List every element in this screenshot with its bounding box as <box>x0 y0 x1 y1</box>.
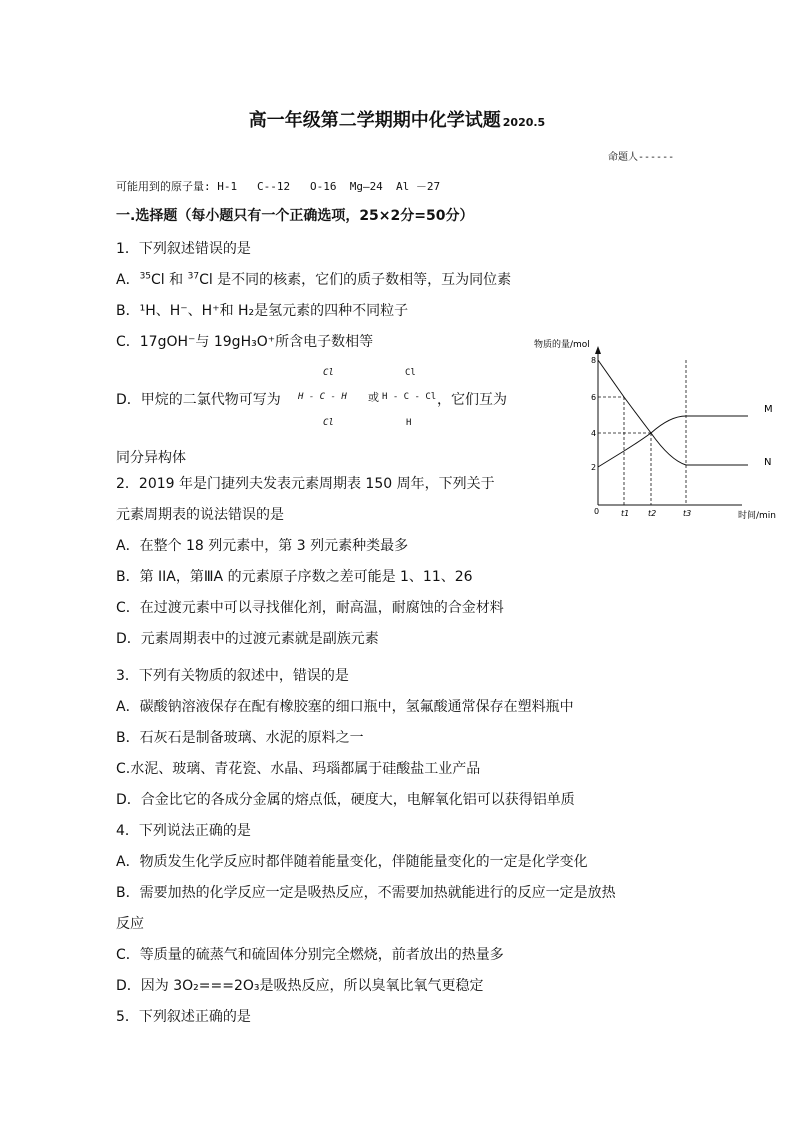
q2-option-c: C．在过渡元素中可以寻找催化剂，耐高温，耐腐蚀的合金材料 <box>116 600 504 616</box>
q5-stem: 5．下列叙述正确的是 <box>116 1009 251 1025</box>
exam-title-text: 高一年级第二学期期中化学试题 <box>248 110 501 131</box>
curve-n-label: N <box>764 457 772 468</box>
q2-option-d: D．元素周期表中的过渡元素就是副族元素 <box>116 631 379 647</box>
q2-option-a: A．在整个 18 列元素中，第 3 列元素种类最多 <box>116 538 409 554</box>
curve-m <box>598 416 748 467</box>
author-line: 命题人------ <box>608 152 675 163</box>
q1-a-rest: Cl 是不同的核素，它们的质子数相等，互为同位素 <box>199 272 512 288</box>
q3-option-b: B．石灰石是制备玻璃、水泥的原料之一 <box>116 730 364 746</box>
q1-option-d-prefix: D．甲烷的二氯代物可写为 <box>116 392 281 408</box>
q2-option-b: B．第 IIA，第ⅢA 的元素原子序数之差可能是 1、11、26 <box>116 569 473 585</box>
formula1-middle: H - C - H <box>298 392 347 402</box>
formula2-top: Cl <box>405 368 416 378</box>
amount-time-graph <box>530 330 780 525</box>
q1-option-d-or: 或 <box>368 391 379 404</box>
exam-date: 2020.5 <box>502 116 546 129</box>
q1-a-el1: Cl 和 <box>151 272 188 288</box>
q1-a-isotope1: 35 <box>139 271 152 282</box>
section-heading: 一.选择题（每小题只有一个正确选项，25×2分=50分） <box>116 208 474 224</box>
q1-stem: 1．下列叙述错误的是 <box>116 241 251 257</box>
q3-option-d: D．合金比它的各成分金属的熔点低，硬度大，电解氧化铝可以获得铝单质 <box>116 792 575 808</box>
q4-option-b-line1: B．需要加热的化学反应一定是吸热反应，不需要加热就能进行的反应一定是放热 <box>116 885 616 901</box>
y-axis-label: 物质的量/mol <box>534 340 590 350</box>
q4-option-b-line2: 反应 <box>116 916 144 932</box>
q1-option-b: B．¹H、H⁻、H⁺和 H₂是氢元素的四种不同粒子 <box>116 303 409 319</box>
q1-a-isotope2: 37 <box>187 271 200 282</box>
exam-title <box>0 106 794 132</box>
q1-a-prefix: A． <box>116 272 140 288</box>
y-tick-2: 2 <box>591 463 597 472</box>
q4-option-c: C．等质量的硫蒸气和硫固体分别完全燃烧，前者放出的热量多 <box>116 947 504 963</box>
q2-stem-line1: 2．2019 年是门捷列夫发表元素周期表 150 周年，下列关于 <box>116 476 495 492</box>
q3-option-c: C.水泥、玻璃、青花瓷、水晶、玛瑙都属于硅酸盐工业产品 <box>116 761 481 777</box>
atomic-masses: 可能用到的原子量: H-1 C--12 O-16 Mg—24 Al －27 <box>116 180 441 193</box>
q4-stem: 4．下列说法正确的是 <box>116 823 251 839</box>
x-axis-label: 时间/min <box>738 511 777 521</box>
origin-label: 0 <box>594 507 600 516</box>
formula1-top: Cl <box>323 368 334 378</box>
curve-m-label: M <box>764 404 773 415</box>
q3-option-a: A．碳酸钠溶液保存在配有橡胶塞的细口瓶中，氢氟酸通常保存在塑料瓶中 <box>116 699 574 715</box>
y-tick-8: 8 <box>591 356 597 365</box>
formula2-bottom: H <box>406 418 412 428</box>
x-tick-t1: t1 <box>621 509 630 518</box>
y-tick-4: 4 <box>591 429 597 438</box>
q4-option-a: A．物质发生化学反应时都伴随着能量变化，伴随能量变化的一定是化学变化 <box>116 854 588 870</box>
x-tick-t3: t3 <box>683 509 692 518</box>
q1-option-c: C．17gOH⁻与 19gH₃O⁺所含电子数相等 <box>116 334 374 350</box>
q1-option-a <box>116 269 511 289</box>
q4-option-d: D．因为 3O₂===2O₃是吸热反应，所以臭氧比氧气更稳定 <box>116 978 484 994</box>
formula2-middle: H - C - Cl <box>382 392 437 402</box>
curve-n <box>598 360 748 465</box>
q3-stem: 3．下列有关物质的叙述中，错误的是 <box>116 668 349 684</box>
q1-option-d-suffix: ，它们互为 <box>437 392 507 408</box>
q1-option-d-cont: 同分异构体 <box>116 450 186 466</box>
q2-stem-line2: 元素周期表的说法错误的是 <box>116 507 284 523</box>
y-axis-arrow <box>595 346 601 354</box>
y-tick-6: 6 <box>591 393 597 402</box>
formula1-bottom: Cl <box>323 418 334 428</box>
x-tick-t2: t2 <box>648 509 657 518</box>
